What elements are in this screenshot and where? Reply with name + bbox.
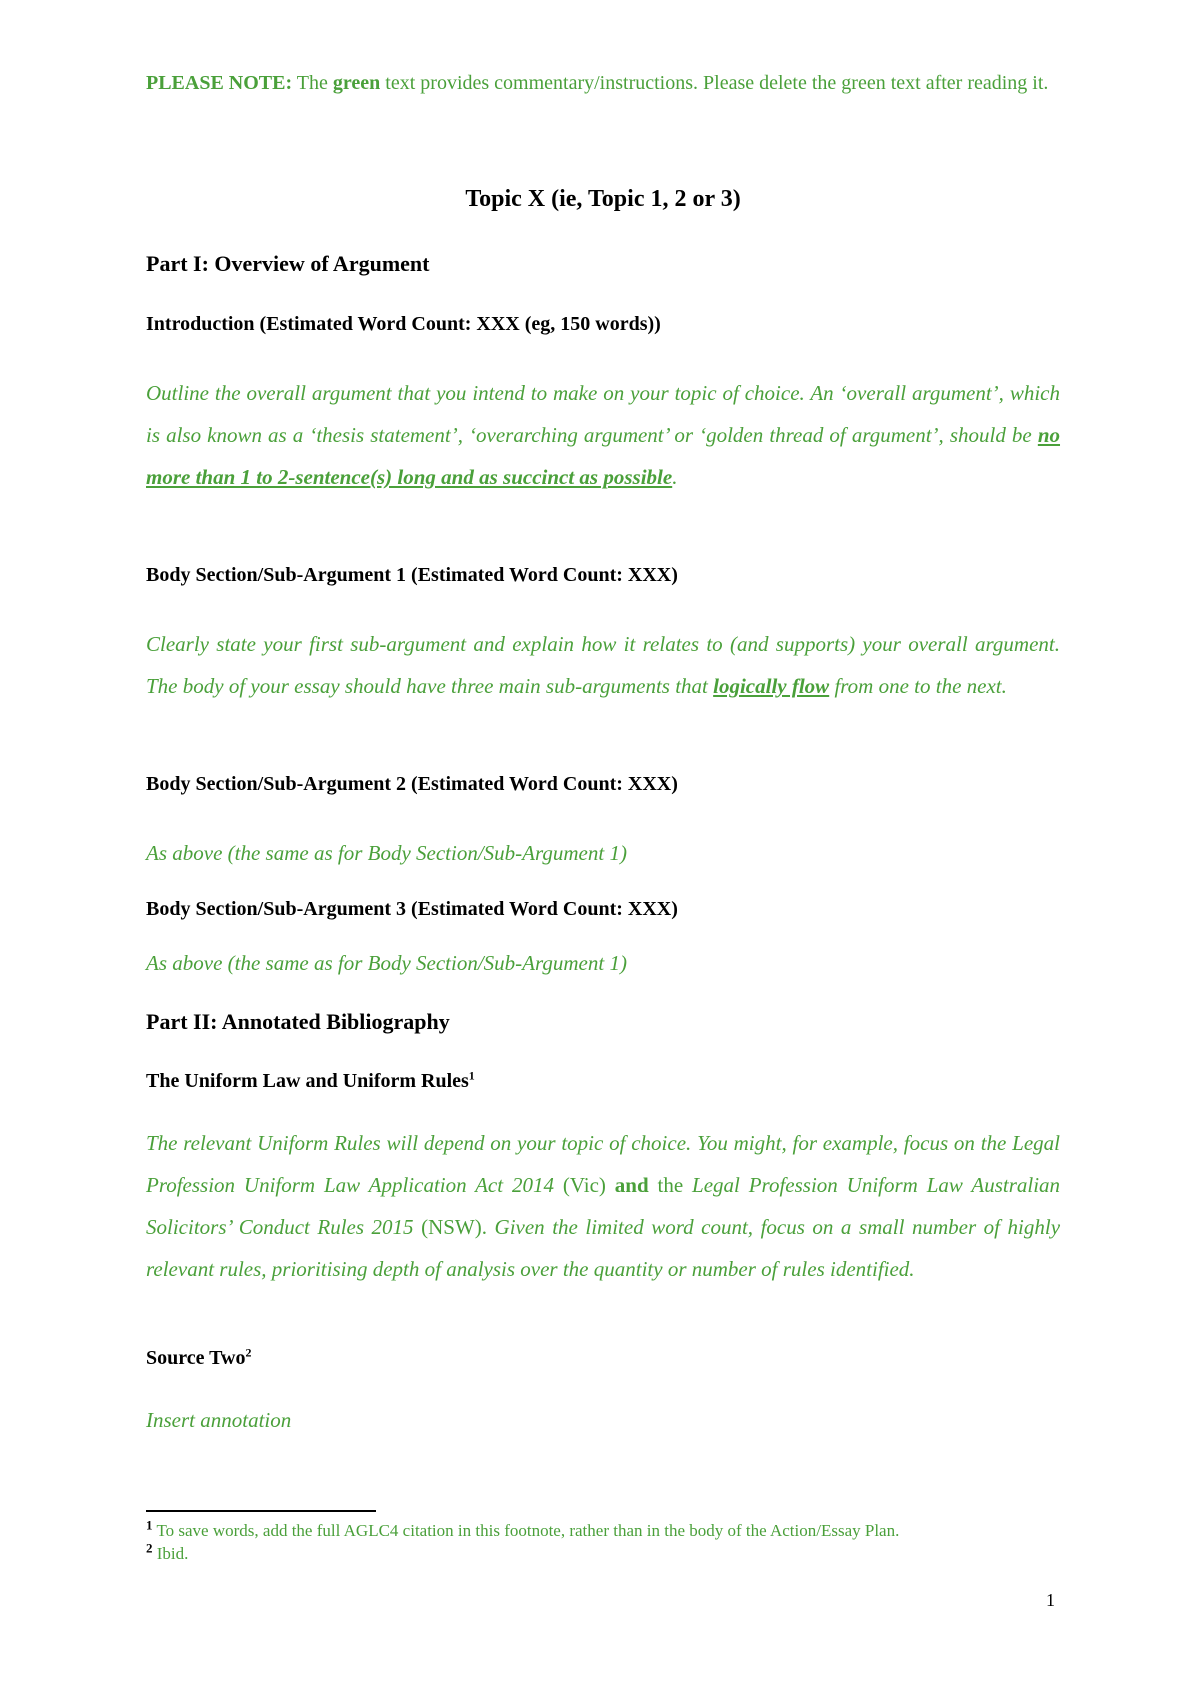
intro-paragraph xyxy=(146,372,1060,498)
uniform-paragraph xyxy=(146,1122,1060,1290)
note-post: text provides commentary/instructions. Please delete the green text after reading it. xyxy=(385,72,1049,94)
footnote-ref-2[interactable]: 2 xyxy=(245,1345,252,1360)
page-title: Topic X (ie, Topic 1, 2 or 3) xyxy=(465,186,741,212)
intro-text-2: . xyxy=(672,465,678,489)
uniform-t8: Given the limited word count, focus on a small number of highly relevant rules, prioritising depth of analysis over the quantity or number of rules identified. xyxy=(146,1215,1061,1281)
uniform-t2: Legal Profession Uniform Law Application Act 2014 xyxy=(146,1131,1061,1197)
footnote-separator xyxy=(146,1510,376,1512)
footnote-2 xyxy=(146,1540,1060,1565)
uniform-t1: The relevant Uniform Rules will depend on your topic of choice. You might, for example, focus on the xyxy=(146,1131,1007,1155)
note-label: PLEASE NOTE: xyxy=(146,72,293,94)
source-two-heading xyxy=(146,1345,1060,1371)
footnote-2-number: 2 xyxy=(146,1540,153,1556)
footnote-1-number: 1 xyxy=(146,1517,153,1533)
intro-heading: Introduction (Estimated Word Count: XXX (eg, 150 words)) xyxy=(146,313,661,335)
note-pre: The xyxy=(296,72,328,94)
body-3-heading: Body Section/Sub-Argument 3 (Estimated Word Count: XXX) xyxy=(146,898,678,920)
body-1-text-emphasis: logically flow xyxy=(713,674,830,698)
footnote-ref-1[interactable]: 1 xyxy=(468,1068,475,1083)
source-two-heading-text: Source Two xyxy=(146,1347,246,1369)
footnote-1-text: To save words, add the full AGLC4 citation in this footnote, rather than in the body of the Action/Essay Plan. xyxy=(156,1521,900,1540)
intro-text-1: Outline the overall argument that you intend to make on your topic of choice. An ‘overall argument’, which is also known as a ‘thesis statement’, ‘overarching argument’ or ‘golden thread of argument’, should be xyxy=(146,381,1060,447)
please-note xyxy=(146,70,1060,97)
body-1-paragraph xyxy=(146,623,1060,707)
body-3-paragraph: As above (the same as for Body Section/Sub-Argument 1) xyxy=(146,951,627,975)
uniform-heading xyxy=(146,1068,1060,1094)
uniform-t6: Legal Profession Uniform Law Australian Solicitors’ Conduct Rules 2015 xyxy=(146,1173,1061,1239)
uniform-heading-text: The Uniform Law and Uniform Rules xyxy=(146,1070,469,1092)
source-two-paragraph: Insert annotation xyxy=(146,1408,292,1432)
body-1-text-2: from one to the next. xyxy=(834,674,1007,698)
uniform-t3: (Vic) xyxy=(562,1173,606,1197)
part-1-heading: Part I: Overview of Argument xyxy=(146,251,430,276)
part-2-heading: Part II: Annotated Bibliography xyxy=(146,1009,450,1034)
body-2-heading: Body Section/Sub-Argument 2 (Estimated Word Count: XXX) xyxy=(146,773,678,795)
footnote-2-text: Ibid. xyxy=(156,1544,189,1563)
body-1-heading: Body Section/Sub-Argument 1 (Estimated Word Count: XXX) xyxy=(146,564,678,586)
uniform-t5: the xyxy=(657,1173,684,1197)
page-number: 1 xyxy=(1046,1590,1055,1610)
intro-text-emphasis: no more than 1 to 2-sentence(s) long and as succinct as possible xyxy=(146,423,1061,489)
uniform-t4: and xyxy=(614,1173,649,1197)
note-green-word: green xyxy=(332,72,381,94)
footnote-1 xyxy=(146,1517,1060,1542)
uniform-t7: (NSW). xyxy=(421,1215,487,1239)
body-2-paragraph: As above (the same as for Body Section/Sub-Argument 1) xyxy=(146,841,627,865)
body-1-text-1: Clearly state your first sub-argument and explain how it relates to (and supports) your overall argument. The body of your essay should have three main sub-arguments that xyxy=(146,632,1060,698)
